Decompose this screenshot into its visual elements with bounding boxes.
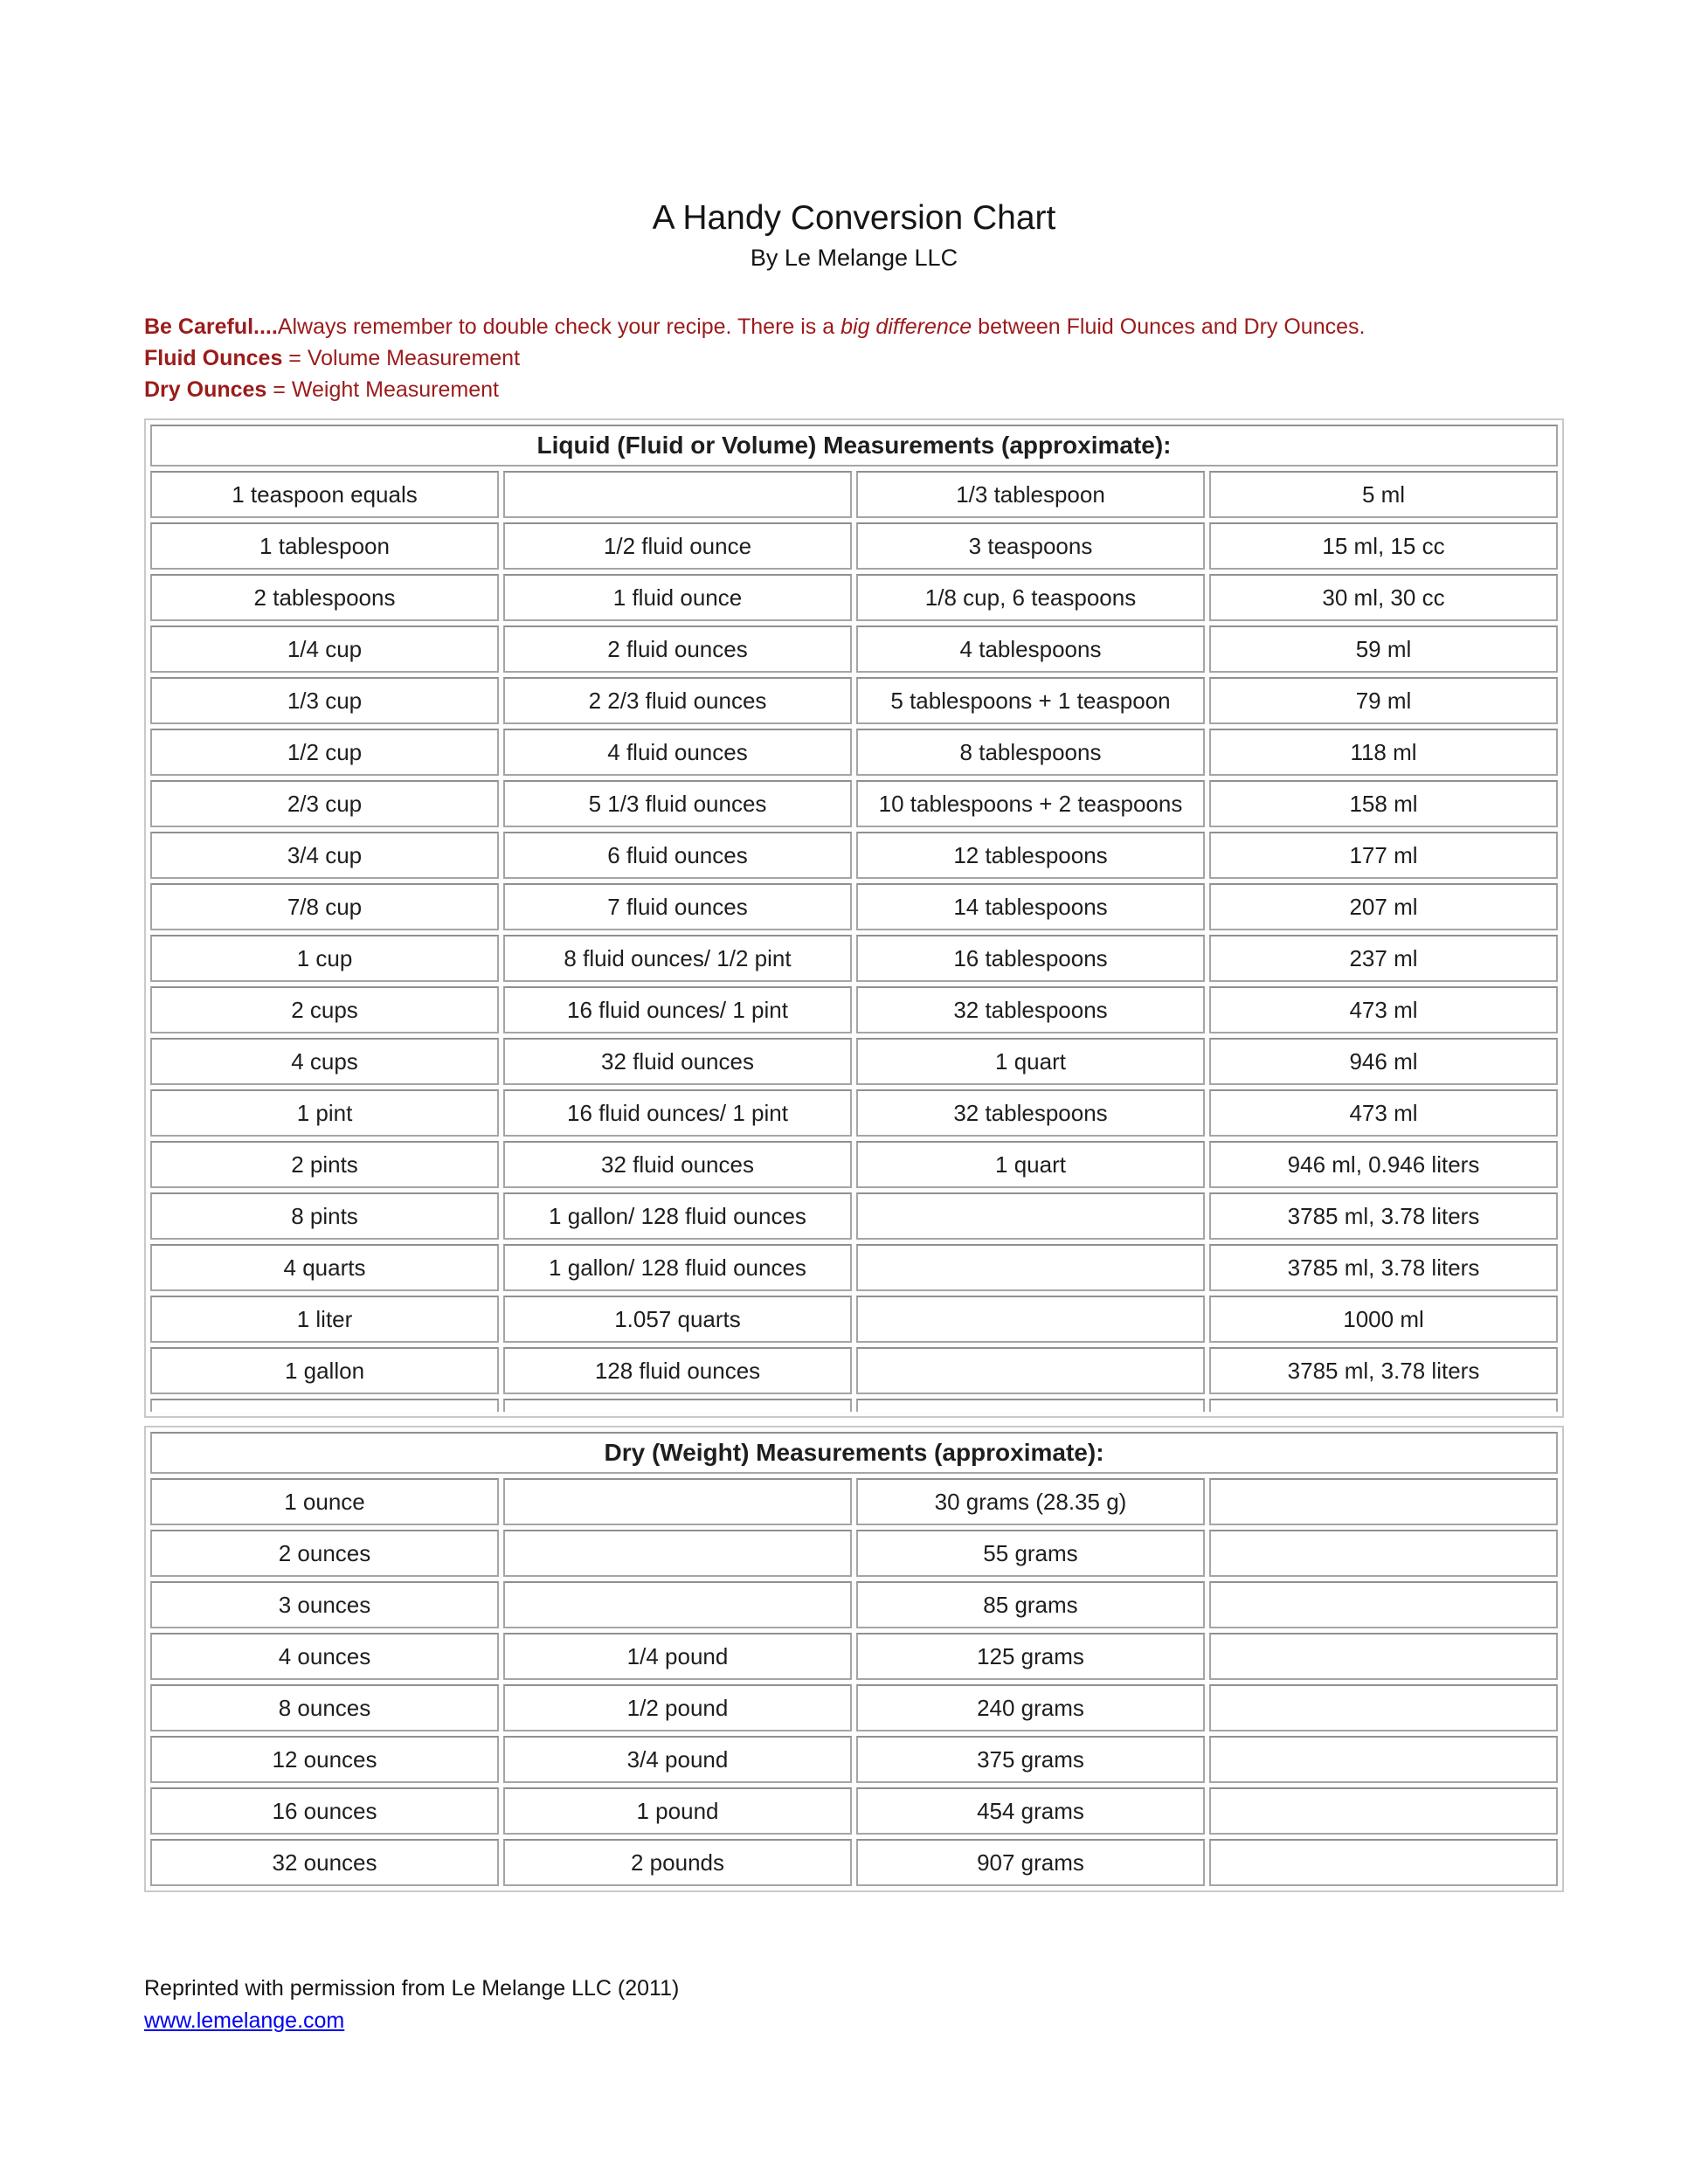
table-cell: 8 ounces: [150, 1684, 499, 1731]
table-cell: 12 ounces: [150, 1736, 499, 1783]
table-cell: 1 pound: [503, 1787, 852, 1835]
table-row: [150, 935, 1558, 982]
table-row: [150, 729, 1558, 776]
table-cell: [856, 1192, 1205, 1240]
table-row: [150, 625, 1558, 673]
table-cell: 32 ounces: [150, 1839, 499, 1886]
table-cell: 473 ml: [1209, 1089, 1558, 1137]
table-cell: 14 tablespoons: [856, 883, 1205, 930]
table-row: [150, 1089, 1558, 1137]
table-cell: [503, 1581, 852, 1628]
table-row: [150, 1038, 1558, 1085]
table-row: [150, 883, 1558, 930]
table-cell: 1/2 pound: [503, 1684, 852, 1731]
table-row: [150, 1530, 1558, 1577]
table-cell: 1 cup: [150, 935, 499, 982]
table-cell: 1 teaspoon equals: [150, 471, 499, 518]
table-cell: 32 tablespoons: [856, 986, 1205, 1033]
table-cell: [1209, 1839, 1558, 1886]
table-cell: 12 tablespoons: [856, 832, 1205, 879]
table-row: [150, 1478, 1558, 1525]
table-cell: 3785 ml, 3.78 liters: [1209, 1347, 1558, 1394]
table-cell: [1209, 1633, 1558, 1680]
table-cell: 4 tablespoons: [856, 625, 1205, 673]
footer-link-row: [144, 2005, 1564, 2037]
table-cell: 946 ml, 0.946 liters: [1209, 1141, 1558, 1188]
table-cell: 8 tablespoons: [856, 729, 1205, 776]
table-cell: 177 ml: [1209, 832, 1558, 879]
table-cell: 375 grams: [856, 1736, 1205, 1783]
table-cell: 907 grams: [856, 1839, 1205, 1886]
warning-line-1: [144, 311, 1564, 342]
table-cell: 158 ml: [1209, 780, 1558, 827]
table-cell: 1 pint: [150, 1089, 499, 1137]
table-cell: 237 ml: [1209, 935, 1558, 982]
table-row: [150, 1633, 1558, 1680]
table-row: [150, 1839, 1558, 1886]
table-cell: [150, 1399, 499, 1412]
table-cell: 4 ounces: [150, 1633, 499, 1680]
table-cell: [1209, 1581, 1558, 1628]
table-cell: 79 ml: [1209, 677, 1558, 724]
table-cell: 1 liter: [150, 1296, 499, 1343]
table-cell: 3/4 cup: [150, 832, 499, 879]
table-cell: 3/4 pound: [503, 1736, 852, 1783]
dry-table-frame: [144, 1426, 1564, 1892]
table-cell: 1/3 cup: [150, 677, 499, 724]
table-cell: 1/2 cup: [150, 729, 499, 776]
table-cell: 3 teaspoons: [856, 522, 1205, 570]
table-cell: 1/2 fluid ounce: [503, 522, 852, 570]
table-row: [150, 780, 1558, 827]
table-cell: 946 ml: [1209, 1038, 1558, 1085]
footer: [144, 1973, 1564, 2037]
table-cell: 32 fluid ounces: [503, 1038, 852, 1085]
fluid-ounces-text: = Volume Measurement: [282, 346, 521, 370]
table-cell: 240 grams: [856, 1684, 1205, 1731]
table-cell: 6 fluid ounces: [503, 832, 852, 879]
table-cell: 1/4 pound: [503, 1633, 852, 1680]
table-cell: 2 fluid ounces: [503, 625, 852, 673]
table-cell: [1209, 1478, 1558, 1525]
page-title: A Handy Conversion Chart: [652, 199, 1056, 237]
table-cell: 16 ounces: [150, 1787, 499, 1835]
table-row: [150, 522, 1558, 570]
table-cell: 207 ml: [1209, 883, 1558, 930]
table-cell: [503, 1530, 852, 1577]
table-cell: 1000 ml: [1209, 1296, 1558, 1343]
table-row: [150, 1684, 1558, 1731]
table-row: [150, 1141, 1558, 1188]
table-cell: 1 quart: [856, 1038, 1205, 1085]
table-title-row: [150, 1432, 1558, 1474]
table-row: [150, 986, 1558, 1033]
website-link[interactable]: www.lemelange.com: [144, 2008, 345, 2033]
warning-line-dry: [144, 374, 1564, 405]
table-cell: 32 tablespoons: [856, 1089, 1205, 1137]
warning-be-careful: Be Careful....: [144, 314, 278, 339]
table-cell: 55 grams: [856, 1530, 1205, 1577]
warning-line-1-end: between Fluid Ounces and Dry Ounces.: [972, 314, 1366, 339]
warning-line-fluid: [144, 342, 1564, 374]
table-cell: 85 grams: [856, 1581, 1205, 1628]
table-cell: 7/8 cup: [150, 883, 499, 930]
table-cell: [1209, 1530, 1558, 1577]
fluid-ounces-label: Fluid Ounces: [144, 346, 283, 370]
table-cell: 1 gallon: [150, 1347, 499, 1394]
table-row: [150, 1736, 1558, 1783]
liquid-measurements-table: [146, 420, 1562, 1416]
table-cell: 1 fluid ounce: [503, 574, 852, 621]
table-cell: 128 fluid ounces: [503, 1347, 852, 1394]
table-title-row: [150, 425, 1558, 467]
table-cell: [503, 471, 852, 518]
table-row: [150, 1244, 1558, 1291]
table-cell: 1.057 quarts: [503, 1296, 852, 1343]
table-cell: 5 1/3 fluid ounces: [503, 780, 852, 827]
truncated-empty-row: [150, 1399, 1558, 1412]
table-cell: [1209, 1787, 1558, 1835]
table-cell: 5 tablespoons + 1 teaspoon: [856, 677, 1205, 724]
table-row: [150, 574, 1558, 621]
table-cell: 2/3 cup: [150, 780, 499, 827]
table-cell: 1 gallon/ 128 fluid ounces: [503, 1244, 852, 1291]
table-cell: 454 grams: [856, 1787, 1205, 1835]
table-cell: [1209, 1399, 1558, 1412]
table-cell: 1 ounce: [150, 1478, 499, 1525]
table-cell: 15 ml, 15 cc: [1209, 522, 1558, 570]
table-row: [150, 1787, 1558, 1835]
table-cell: 1/4 cup: [150, 625, 499, 673]
footer-credit: Reprinted with permission from Le Melange LLC (2011): [144, 1976, 680, 2001]
dry-measurements-table: [146, 1427, 1562, 1890]
table-cell: 32 fluid ounces: [503, 1141, 852, 1188]
table-cell: 2 2/3 fluid ounces: [503, 677, 852, 724]
table-cell: 10 tablespoons + 2 teaspoons: [856, 780, 1205, 827]
table-cell: [503, 1399, 852, 1412]
table-title: Dry (Weight) Measurements (approximate):: [150, 1432, 1558, 1474]
table-cell: 16 tablespoons: [856, 935, 1205, 982]
table-cell: 8 fluid ounces/ 1/2 pint: [503, 935, 852, 982]
table-cell: 16 fluid ounces/ 1 pint: [503, 986, 852, 1033]
table-row: [150, 832, 1558, 879]
table-row: [150, 677, 1558, 724]
liquid-table-frame: [144, 418, 1564, 1418]
table-cell: 30 grams (28.35 g): [856, 1478, 1205, 1525]
page-subtitle: By Le Melange LLC: [750, 245, 958, 271]
table-cell: 30 ml, 30 cc: [1209, 574, 1558, 621]
table-cell: 118 ml: [1209, 729, 1558, 776]
table-cell: 59 ml: [1209, 625, 1558, 673]
table-title: Liquid (Fluid or Volume) Measurements (approximate):: [150, 425, 1558, 467]
table-cell: 1 quart: [856, 1141, 1205, 1188]
table-cell: 7 fluid ounces: [503, 883, 852, 930]
table-row: [150, 1581, 1558, 1628]
table-row: [150, 1347, 1558, 1394]
table-cell: 1/3 tablespoon: [856, 471, 1205, 518]
table-cell: 5 ml: [1209, 471, 1558, 518]
table-cell: [1209, 1684, 1558, 1731]
table-cell: [503, 1478, 852, 1525]
dry-ounces-text: = Weight Measurement: [266, 377, 499, 402]
table-cell: 3 ounces: [150, 1581, 499, 1628]
table-cell: 125 grams: [856, 1633, 1205, 1680]
table-cell: 2 pints: [150, 1141, 499, 1188]
table-cell: 3785 ml, 3.78 liters: [1209, 1192, 1558, 1240]
warning-note: [144, 311, 1564, 405]
table-row: [150, 471, 1558, 518]
table-cell: 4 fluid ounces: [503, 729, 852, 776]
dry-ounces-label: Dry Ounces: [144, 377, 267, 402]
table-cell: [856, 1347, 1205, 1394]
table-cell: 4 cups: [150, 1038, 499, 1085]
table-cell: 2 tablespoons: [150, 574, 499, 621]
table-cell: 473 ml: [1209, 986, 1558, 1033]
table-cell: 1/8 cup, 6 teaspoons: [856, 574, 1205, 621]
warning-line-1-text: Always remember to double check your recipe. There is a: [277, 314, 841, 339]
table-cell: 3785 ml, 3.78 liters: [1209, 1244, 1558, 1291]
table-cell: 16 fluid ounces/ 1 pint: [503, 1089, 852, 1137]
table-cell: [856, 1399, 1205, 1412]
table-cell: 2 ounces: [150, 1530, 499, 1577]
table-cell: [856, 1244, 1205, 1291]
table-cell: 1 tablespoon: [150, 522, 499, 570]
table-row: [150, 1296, 1558, 1343]
warning-big-difference: big difference: [841, 314, 972, 339]
table-cell: 4 quarts: [150, 1244, 499, 1291]
table-cell: 8 pints: [150, 1192, 499, 1240]
table-cell: 1 gallon/ 128 fluid ounces: [503, 1192, 852, 1240]
table-cell: 2 cups: [150, 986, 499, 1033]
table-cell: [1209, 1736, 1558, 1783]
table-row: [150, 1192, 1558, 1240]
table-cell: [856, 1296, 1205, 1343]
table-cell: 2 pounds: [503, 1839, 852, 1886]
